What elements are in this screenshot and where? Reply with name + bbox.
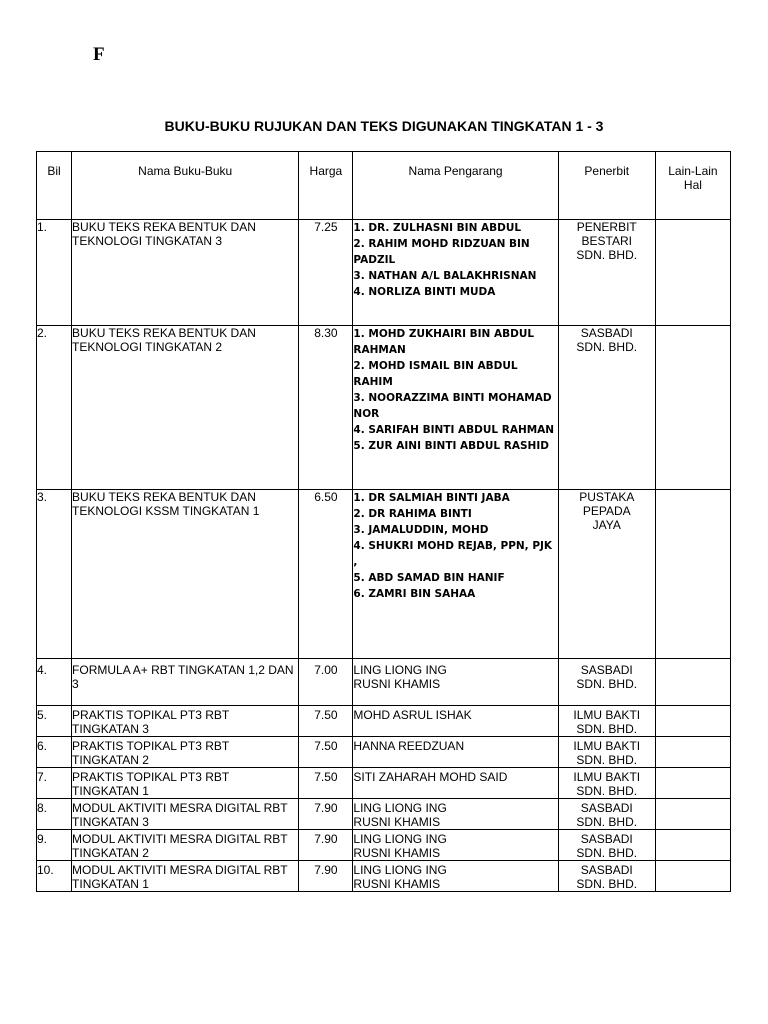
header-penerbit: Penerbit <box>558 152 655 220</box>
cell-penerbit: SASBADI SDN. BHD. <box>558 799 655 830</box>
author-item: 6. ZAMRI BIN SAHAA <box>353 588 476 600</box>
cell-penerbit: ILMU BAKTI SDN. BHD. <box>558 737 655 768</box>
cell-harga: 6.50 <box>299 490 353 659</box>
cell-nama: BUKU TEKS REKA BENTUK DAN TEKNOLOGI TINGKATAN 2 <box>72 326 299 490</box>
table-row <box>37 706 731 737</box>
cell-pengarang: HANNA REEDZUAN <box>353 737 558 768</box>
author-item: 4. NORLIZA BINTI MUDA <box>353 286 496 298</box>
cell-pengarang: LING LIONG ING RUSNI KHAMIS <box>353 830 558 861</box>
cell-lain <box>655 706 730 737</box>
cell-bil: 10. <box>37 861 72 892</box>
header-pengarang: Nama Pengarang <box>353 152 558 220</box>
cell-bil: 7. <box>37 768 72 799</box>
table-row <box>37 768 731 799</box>
cell-pengarang <box>353 490 558 659</box>
cell-nama: BUKU TEKS REKA BENTUK DAN TEKNOLOGI TINGKATAN 3 <box>72 220 299 326</box>
author-item: 3. JAMALUDDIN, MOHD <box>353 524 489 536</box>
table-header-row <box>37 152 731 220</box>
cell-harga: 8.30 <box>299 326 353 490</box>
cell-lain <box>655 830 730 861</box>
author-item: 2. DR RAHIMA BINTI <box>353 508 472 520</box>
cell-nama: PRAKTIS TOPIKAL PT3 RBT TINGKATAN 1 <box>72 768 299 799</box>
header-bil: Bil <box>37 152 72 220</box>
cell-harga: 7.50 <box>299 737 353 768</box>
header-lain: Lain-Lain Hal <box>655 152 730 220</box>
cell-pengarang: LING LIONG ING RUSNI KHAMIS <box>353 799 558 830</box>
books-table <box>36 151 731 892</box>
cell-penerbit: SASBADI SDN. BHD. <box>558 861 655 892</box>
cell-pengarang: LING LIONG ING RUSNI KHAMIS <box>353 861 558 892</box>
header-nama: Nama Buku-Buku <box>72 152 299 220</box>
cell-nama: FORMULA A+ RBT TINGKATAN 1,2 DAN 3 <box>72 659 299 706</box>
cell-bil: 2. <box>37 326 72 490</box>
cell-lain <box>655 326 730 490</box>
cell-bil: 1. <box>37 220 72 326</box>
cell-penerbit: PUSTAKA PEPADA JAYA <box>558 490 655 659</box>
cell-lain <box>655 220 730 326</box>
author-item: 1. MOHD ZUKHAIRI BIN ABDUL RAHMAN <box>353 328 535 356</box>
cell-bil: 5. <box>37 706 72 737</box>
author-item: 2. RAHIM MOHD RIDZUAN BIN PADZIL <box>353 238 530 266</box>
cell-pengarang <box>353 326 558 490</box>
cell-bil: 9. <box>37 830 72 861</box>
table-row <box>37 220 731 326</box>
table-row <box>37 830 731 861</box>
cell-harga: 7.90 <box>299 861 353 892</box>
table-row <box>37 861 731 892</box>
author-item: 1. DR. ZULHASNI BIN ABDUL <box>353 222 522 234</box>
cell-nama: PRAKTIS TOPIKAL PT3 RBT TINGKATAN 2 <box>72 737 299 768</box>
author-list <box>353 220 557 300</box>
cell-lain <box>655 737 730 768</box>
cell-bil: 3. <box>37 490 72 659</box>
author-item: 1. DR SALMIAH BINTI JABA <box>353 492 510 504</box>
cell-harga: 7.25 <box>299 220 353 326</box>
cell-lain <box>655 861 730 892</box>
cell-nama: BUKU TEKS REKA BENTUK DAN TEKNOLOGI KSSM TINGKATAN 1 <box>72 490 299 659</box>
cell-nama: PRAKTIS TOPIKAL PT3 RBT TINGKATAN 3 <box>72 706 299 737</box>
author-item: 3. NOORAZZIMA BINTI MOHAMAD NOR <box>353 392 552 420</box>
cell-penerbit: SASBADI SDN. BHD. <box>558 830 655 861</box>
cell-harga: 7.90 <box>299 799 353 830</box>
cell-pengarang: MOHD ASRUL ISHAK <box>353 706 558 737</box>
author-item: 5. ZUR AINI BINTI ABDUL RASHID <box>353 440 549 452</box>
cell-penerbit: ILMU BAKTI SDN. BHD. <box>558 768 655 799</box>
cell-penerbit: SASBADI SDN. BHD. <box>558 326 655 490</box>
table-row <box>37 490 731 659</box>
table-row <box>37 799 731 830</box>
cell-lain <box>655 490 730 659</box>
author-list <box>353 326 557 454</box>
table-row <box>37 659 731 706</box>
cell-nama: MODUL AKTIVITI MESRA DIGITAL RBT TINGKATAN 2 <box>72 830 299 861</box>
cell-bil: 4. <box>37 659 72 706</box>
author-item: 4. SARIFAH BINTI ABDUL RAHMAN <box>353 424 555 436</box>
cell-pengarang: SITI ZAHARAH MOHD SAID <box>353 768 558 799</box>
cell-bil: 8. <box>37 799 72 830</box>
cell-harga: 7.50 <box>299 768 353 799</box>
author-item: 3. NATHAN A/L BALAKHRISNAN <box>353 270 537 282</box>
cell-harga: 7.50 <box>299 706 353 737</box>
table-row <box>37 326 731 490</box>
header-harga: Harga <box>299 152 353 220</box>
cell-bil: 6. <box>37 737 72 768</box>
cell-lain <box>655 659 730 706</box>
cell-nama: MODUL AKTIVITI MESRA DIGITAL RBT TINGKATAN 1 <box>72 861 299 892</box>
section-letter: F <box>93 44 105 65</box>
author-list <box>353 490 557 602</box>
author-item: 4. SHUKRI MOHD REJAB, PPN, PJK , <box>353 540 553 568</box>
cell-pengarang <box>353 220 558 326</box>
cell-harga: 7.90 <box>299 830 353 861</box>
cell-lain <box>655 799 730 830</box>
author-item: 5. ABD SAMAD BIN HANIF <box>353 572 505 584</box>
cell-penerbit: ILMU BAKTI SDN. BHD. <box>558 706 655 737</box>
table-row <box>37 737 731 768</box>
author-item: 2. MOHD ISMAIL BIN ABDUL RAHIM <box>353 360 518 388</box>
cell-lain <box>655 768 730 799</box>
cell-penerbit: PENERBIT BESTARI SDN. BHD. <box>558 220 655 326</box>
page-title: BUKU-BUKU RUJUKAN DAN TEKS DIGUNAKAN TINGKATAN 1 - 3 <box>164 118 604 134</box>
cell-penerbit: SASBADI SDN. BHD. <box>558 659 655 706</box>
cell-harga: 7.00 <box>299 659 353 706</box>
cell-nama: MODUL AKTIVITI MESRA DIGITAL RBT TINGKATAN 3 <box>72 799 299 830</box>
cell-pengarang: LING LIONG ING RUSNI KHAMIS <box>353 659 558 706</box>
